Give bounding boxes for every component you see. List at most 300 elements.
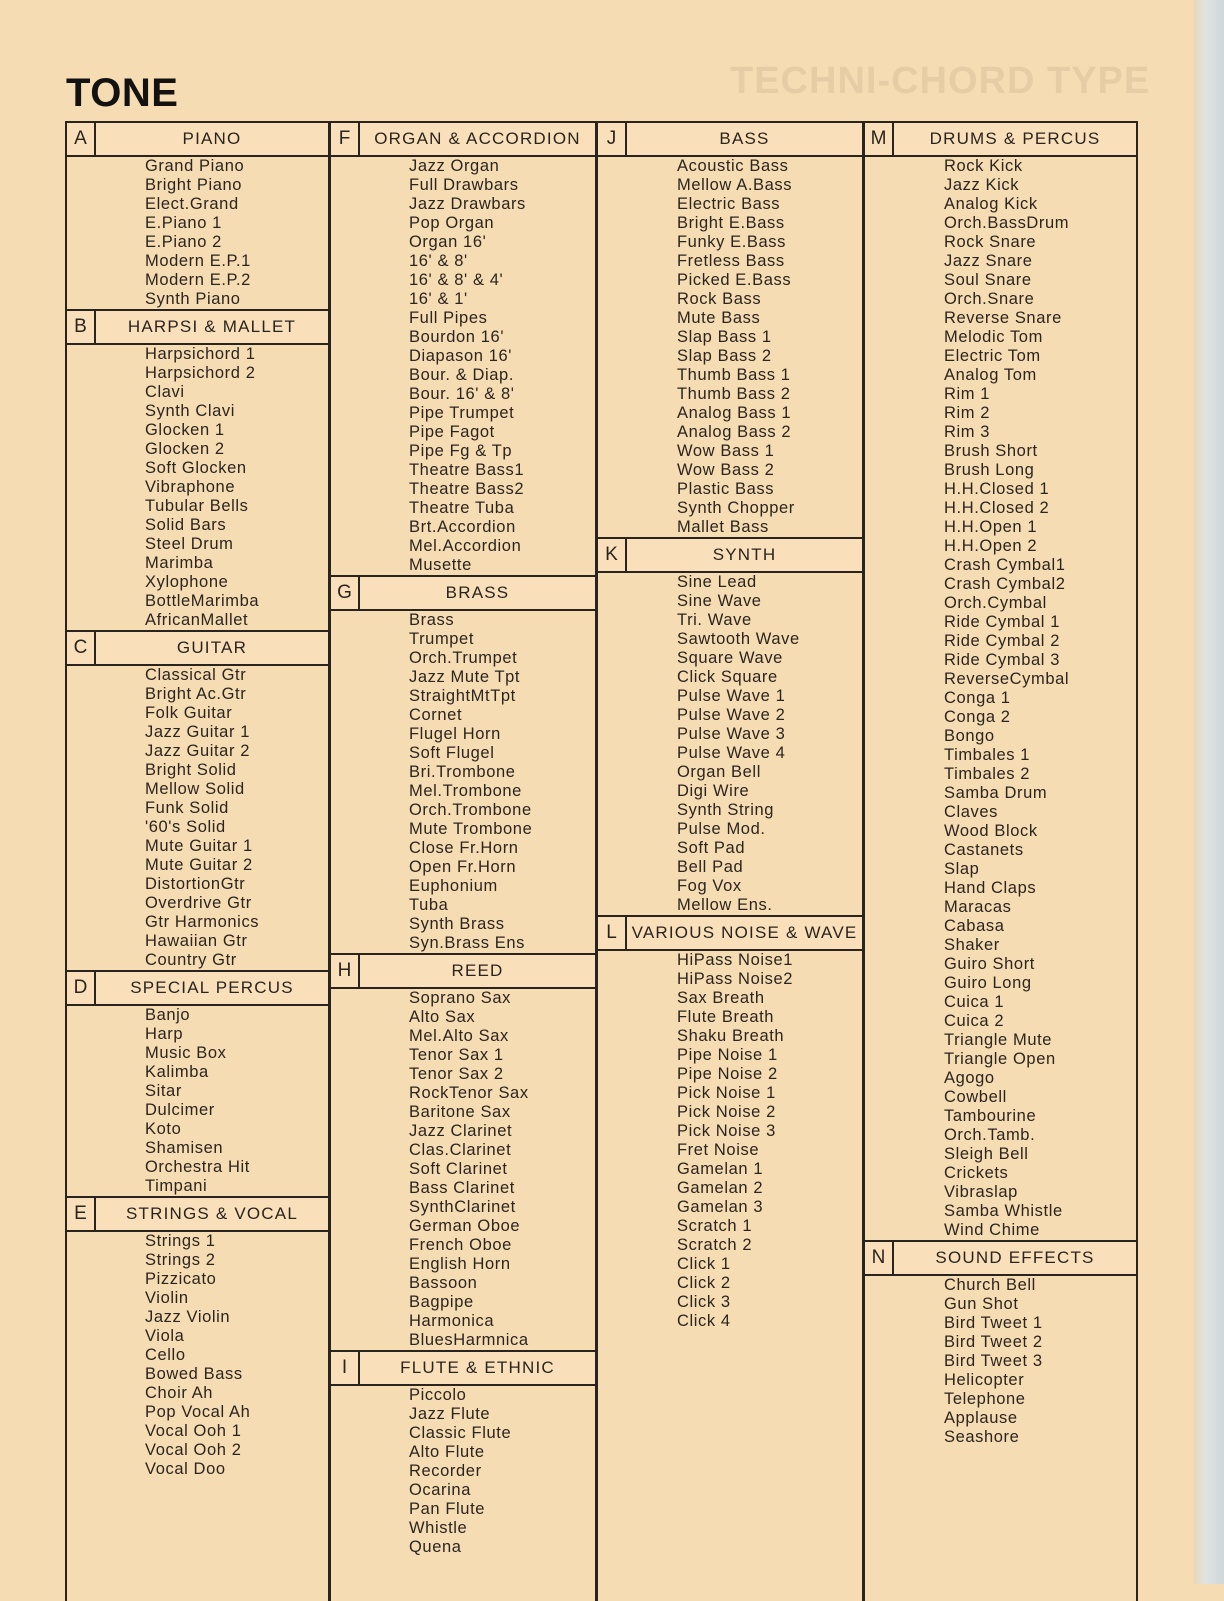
tone-item: Mellow A.Bass [677, 176, 793, 194]
tone-item: Ride Cymbal 2 [944, 632, 1061, 650]
tone-item: Flugel Horn [409, 725, 501, 743]
tone-item: Trumpet [409, 630, 475, 648]
tone-item: Cornet [409, 706, 463, 724]
tone-list [865, 157, 1136, 1240]
category-header [67, 1196, 328, 1232]
tone-item: Choir Ah [145, 1384, 214, 1402]
tone-item: Violin [145, 1289, 189, 1307]
category-harpsi-mallet [67, 309, 328, 630]
tone-column [863, 121, 1138, 1601]
tone-item: 16' & 1' [409, 290, 468, 308]
category-letter: I [331, 1352, 360, 1384]
category-name: BRASS [445, 583, 510, 602]
tone-item: H.H.Open 2 [944, 537, 1038, 555]
tone-item: Crickets [944, 1164, 1009, 1182]
page-edge [1194, 0, 1224, 1584]
tone-item: Orch.Trumpet [409, 649, 518, 667]
tone-item: Guiro Short [944, 955, 1035, 973]
tone-item: Mel.Accordion [409, 537, 522, 555]
tone-item: Analog Kick [944, 195, 1038, 213]
tone-list [331, 611, 595, 953]
category-flute-ethnic [331, 1350, 595, 1557]
tone-item: Vocal Doo [145, 1460, 226, 1478]
tone-item: Bour. 16' & 8' [409, 385, 515, 403]
tone-item: Bell Pad [677, 858, 744, 876]
tone-item: Harpsichord 1 [145, 345, 256, 363]
tone-item: Bright E.Bass [677, 214, 785, 232]
tone-item: Sleigh Bell [944, 1145, 1029, 1163]
tone-item: Jazz Snare [944, 252, 1033, 270]
tone-item: Clas.Clarinet [409, 1141, 512, 1159]
tone-item: Vocal Ooh 2 [145, 1441, 242, 1459]
category-header [598, 537, 862, 573]
tone-item: Grand Piano [145, 157, 245, 175]
tone-item: Electric Tom [944, 347, 1041, 365]
tone-item: Timbales 2 [944, 765, 1031, 783]
tone-item: Banjo [145, 1006, 191, 1024]
tone-item: Ocarina [409, 1481, 471, 1499]
tone-item: Synth Piano [145, 290, 241, 308]
tone-item: Theatre Bass1 [409, 461, 525, 479]
tone-item: AfricanMallet [145, 611, 249, 629]
tone-item: Analog Tom [944, 366, 1037, 384]
tone-item: Mellow Ens. [677, 896, 773, 914]
tone-item: Seashore [944, 1428, 1020, 1446]
tone-list [67, 666, 328, 970]
tone-item: English Horn [409, 1255, 511, 1273]
tone-item: Koto [145, 1120, 182, 1138]
tone-item: Shamisen [145, 1139, 224, 1157]
category-various-noise-wave [598, 915, 862, 1331]
tone-item: Hawaiian Gtr [145, 932, 248, 950]
tone-item: Pick Noise 1 [677, 1084, 776, 1102]
tone-item: Picked E.Bass [677, 271, 792, 289]
tone-item: Pipe Trumpet [409, 404, 515, 422]
category-header [67, 309, 328, 345]
tone-item: Bright Ac.Gtr [145, 685, 247, 703]
bleed-through-text: TECHNI-CHORD TYPE [730, 60, 1151, 102]
tone-item: Samba Whistle [944, 1202, 1063, 1220]
tone-item: Pipe Noise 2 [677, 1065, 778, 1083]
tone-item: Quena [409, 1538, 462, 1556]
tone-item: Tri. Wave [677, 611, 752, 629]
tone-column [596, 121, 864, 1601]
tone-item: BottleMarimba [145, 592, 260, 610]
tone-item: Digi Wire [677, 782, 750, 800]
tone-item: Jazz Violin [145, 1308, 231, 1326]
tone-item: Brush Long [944, 461, 1035, 479]
category-bass [598, 121, 862, 537]
tone-item: Orch.Cymbal [944, 594, 1047, 612]
tone-item: StraightMtTpt [409, 687, 516, 705]
category-name: DRUMS & PERCUS [929, 129, 1101, 148]
tone-item: Sine Wave [677, 592, 762, 610]
tone-item: Synth Brass [409, 915, 505, 933]
category-guitar [67, 630, 328, 970]
category-piano [67, 121, 328, 309]
tone-item: Soft Flugel [409, 744, 495, 762]
category-letter: N [865, 1242, 894, 1274]
tone-item: Classic Flute [409, 1424, 512, 1442]
tone-item: Close Fr.Horn [409, 839, 519, 857]
category-letter: H [331, 955, 360, 987]
tone-item: Crash Cymbal1 [944, 556, 1066, 574]
tone-item: German Oboe [409, 1217, 521, 1235]
tone-item: Folk Guitar [145, 704, 233, 722]
tone-item: Gun Shot [944, 1295, 1019, 1313]
tone-item: Theatre Tuba [409, 499, 515, 517]
tone-item: Bright Solid [145, 761, 237, 779]
tone-item: Bird Tweet 2 [944, 1333, 1043, 1351]
tone-item: Tambourine [944, 1107, 1037, 1125]
tone-item: HiPass Noise1 [677, 951, 794, 969]
tone-item: Organ Bell [677, 763, 761, 781]
tone-item: Reverse Snare [944, 309, 1062, 327]
category-letter: F [331, 123, 360, 155]
tone-item: Mel.Trombone [409, 782, 522, 800]
category-name: SOUND EFFECTS [935, 1248, 1095, 1267]
tone-item: Castanets [944, 841, 1024, 859]
tone-item: Sax Breath [677, 989, 765, 1007]
tone-item: Melodic Tom [944, 328, 1043, 346]
category-letter: K [598, 539, 627, 571]
tone-item: Open Fr.Horn [409, 858, 517, 876]
tone-item: Diapason 16' [409, 347, 513, 365]
category-header [67, 970, 328, 1006]
tone-item: Pick Noise 3 [677, 1122, 776, 1140]
category-header [598, 915, 862, 951]
category-sound-effects [865, 1240, 1136, 1447]
tone-item: Pick Noise 2 [677, 1103, 776, 1121]
tone-item: Mellow Solid [145, 780, 245, 798]
tone-item: Bongo [944, 727, 995, 745]
tone-item: Soft Pad [677, 839, 746, 857]
tone-list [598, 573, 862, 915]
tone-item: DistortionGtr [145, 875, 246, 893]
tone-list [67, 157, 328, 309]
tone-item: Triangle Mute [944, 1031, 1053, 1049]
tone-list [331, 157, 595, 575]
tone-item: Brt.Accordion [409, 518, 516, 536]
tone-list [67, 1006, 328, 1196]
tone-item: Click 2 [677, 1274, 731, 1292]
tone-item: Synth String [677, 801, 775, 819]
tone-item: E.Piano 1 [145, 214, 222, 232]
tone-item: Sine Lead [677, 573, 757, 591]
category-header [865, 121, 1136, 157]
category-letter: L [598, 917, 627, 949]
category-letter: M [865, 123, 894, 155]
tone-item: Bour. & Diap. [409, 366, 515, 384]
tone-item: Pipe Fagot [409, 423, 495, 441]
tone-item: Jazz Guitar 1 [145, 723, 251, 741]
tone-item: Cabasa [944, 917, 1005, 935]
tone-item: Rock Kick [944, 157, 1023, 175]
tone-item: 16' & 8' [409, 252, 468, 270]
tone-item: Wow Bass 2 [677, 461, 775, 479]
tone-item: Jazz Clarinet [409, 1122, 513, 1140]
tone-item: Analog Bass 1 [677, 404, 792, 422]
tone-item: Claves [944, 803, 999, 821]
category-header [331, 121, 595, 157]
tone-item: Overdrive Gtr [145, 894, 252, 912]
category-name: FLUTE & ETHNIC [400, 1358, 555, 1377]
tone-item: Clavi [145, 383, 185, 401]
category-special-percus [67, 970, 328, 1196]
tone-item: Cowbell [944, 1088, 1007, 1106]
tone-item: Scratch 1 [677, 1217, 753, 1235]
page-title: TONE [66, 71, 179, 115]
tone-item: Vibraslap [944, 1183, 1018, 1201]
tone-item: Music Box [145, 1044, 227, 1062]
tone-item: Strings 1 [145, 1232, 216, 1250]
tone-item: Hand Claps [944, 879, 1037, 897]
tone-item: Rim 1 [944, 385, 991, 403]
tone-item: BluesHarmnica [409, 1331, 529, 1349]
category-organ-accordion [331, 121, 595, 575]
tone-item: Jazz Guitar 2 [145, 742, 251, 760]
category-name: HARPSI & MALLET [127, 317, 297, 336]
tone-item: Bass Clarinet [409, 1179, 515, 1197]
tone-list [331, 1386, 595, 1557]
tone-item: Thumb Bass 1 [677, 366, 791, 384]
category-header [598, 121, 862, 157]
tone-item: Syn.Brass Ens [409, 934, 526, 952]
tone-item: Rock Bass [677, 290, 762, 308]
tone-item: Electric Bass [677, 195, 781, 213]
tone-item: Jazz Drawbars [409, 195, 526, 213]
tone-item: Cello [145, 1346, 186, 1364]
tone-item: Crash Cymbal2 [944, 575, 1066, 593]
tone-item: Modern E.P.2 [145, 271, 251, 289]
category-letter: A [67, 123, 96, 155]
category-name: REED [451, 961, 504, 980]
tone-item: Orch.Tamb. [944, 1126, 1036, 1144]
tone-item: Kalimba [145, 1063, 209, 1081]
tone-item: Ride Cymbal 1 [944, 613, 1061, 631]
category-header [865, 1240, 1136, 1276]
category-synth [598, 537, 862, 915]
tone-item: Elect.Grand [145, 195, 239, 213]
tone-item: Bassoon [409, 1274, 478, 1292]
tone-item: Tenor Sax 2 [409, 1065, 504, 1083]
tone-item: Bowed Bass [145, 1365, 243, 1383]
category-name: BASS [719, 129, 770, 148]
tone-item: Click 4 [677, 1312, 731, 1330]
tone-list [865, 1276, 1136, 1447]
tone-item: Acoustic Bass [677, 157, 789, 175]
tone-item: Gamelan 2 [677, 1179, 764, 1197]
tone-item: Viola [145, 1327, 185, 1345]
tone-item: Orch.BassDrum [944, 214, 1070, 232]
tone-item: Tenor Sax 1 [409, 1046, 504, 1064]
tone-item: Modern E.P.1 [145, 252, 251, 270]
tone-item: Wood Block [944, 822, 1038, 840]
tone-item: Baritone Sax [409, 1103, 511, 1121]
tone-item: Pipe Noise 1 [677, 1046, 778, 1064]
category-name: GUITAR [176, 638, 248, 657]
tone-item: French Oboe [409, 1236, 512, 1254]
tone-item: Organ 16' [409, 233, 487, 251]
tone-list [67, 345, 328, 630]
category-header [67, 630, 328, 666]
tone-item: Dulcimer [145, 1101, 215, 1119]
tone-item: Click Square [677, 668, 778, 686]
tone-item: Bourdon 16' [409, 328, 505, 346]
tone-item: Pulse Wave 1 [677, 687, 786, 705]
tone-item: Soul Snare [944, 271, 1032, 289]
tone-item: Ride Cymbal 3 [944, 651, 1061, 669]
tone-item: Theatre Bass2 [409, 480, 525, 498]
category-letter: B [67, 311, 96, 343]
tone-item: Shaker [944, 936, 1000, 954]
tone-item: Tuba [409, 896, 449, 914]
tone-item: Timbales 1 [944, 746, 1031, 764]
tone-item: Rim 3 [944, 423, 991, 441]
tone-item: Mel.Alto Sax [409, 1027, 509, 1045]
tone-item: Mute Trombone [409, 820, 533, 838]
tone-column [65, 121, 330, 1601]
category-header [331, 953, 595, 989]
tone-item: Samba Drum [944, 784, 1048, 802]
tone-item: Harp [145, 1025, 184, 1043]
tone-item: Pop Organ [409, 214, 495, 232]
tone-item: Click 3 [677, 1293, 731, 1311]
category-drums-percus [865, 121, 1136, 1240]
tone-item: Marimba [145, 554, 214, 572]
tone-item: Full Pipes [409, 309, 488, 327]
tone-item: Country Gtr [145, 951, 237, 969]
tone-item: Gamelan 3 [677, 1198, 764, 1216]
tone-item: Pizzicato [145, 1270, 217, 1288]
tone-item: Glocken 2 [145, 440, 225, 458]
tone-item: Brush Short [944, 442, 1038, 460]
tone-item: Classical Gtr [145, 666, 247, 684]
tone-item: E.Piano 2 [145, 233, 222, 251]
tone-item: Funk Solid [145, 799, 229, 817]
category-brass [331, 575, 595, 953]
tone-item: Pulse Wave 4 [677, 744, 786, 762]
tone-item: RockTenor Sax [409, 1084, 529, 1102]
tone-item: Full Drawbars [409, 176, 519, 194]
tone-item: Pulse Wave 2 [677, 706, 786, 724]
tone-item: Bird Tweet 1 [944, 1314, 1043, 1332]
tone-item: Timpani [145, 1177, 208, 1195]
tone-item: Fretless Bass [677, 252, 785, 270]
tone-item: Pulse Wave 3 [677, 725, 786, 743]
category-strings-vocal [67, 1196, 328, 1479]
tone-item: 16' & 8' & 4' [409, 271, 504, 289]
tone-item: H.H.Closed 2 [944, 499, 1050, 517]
tone-item: Mute Guitar 2 [145, 856, 253, 874]
tone-item: Pipe Fg & Tp [409, 442, 513, 460]
tone-item: Brass [409, 611, 455, 629]
tone-item: Jazz Kick [944, 176, 1020, 194]
tone-item: Alto Sax [409, 1008, 476, 1026]
tone-item: Guiro Long [944, 974, 1032, 992]
tone-item: Flute Breath [677, 1008, 775, 1026]
tone-item: Pulse Mod. [677, 820, 766, 838]
tone-item: Wow Bass 1 [677, 442, 775, 460]
tone-item: Fog Vox [677, 877, 742, 895]
category-name: SYNTH [712, 545, 777, 564]
tone-item: Slap Bass 2 [677, 347, 772, 365]
tone-item: Synth Clavi [145, 402, 236, 420]
category-letter: J [598, 123, 627, 155]
tone-item: Strings 2 [145, 1251, 216, 1269]
tone-item: Xylophone [145, 573, 229, 591]
tone-item: Click 1 [677, 1255, 731, 1273]
tone-item: Solid Bars [145, 516, 227, 534]
tone-item: Slap [944, 860, 980, 878]
category-reed [331, 953, 595, 1350]
tone-list [331, 989, 595, 1350]
tone-item: Mallet Bass [677, 518, 769, 536]
tone-list [598, 951, 862, 1331]
tone-item: Wind Chime [944, 1221, 1040, 1239]
tone-item: HiPass Noise2 [677, 970, 794, 988]
tone-item: Tubular Bells [145, 497, 249, 515]
tone-item: Euphonium [409, 877, 498, 895]
tone-item: Jazz Mute Tpt [409, 668, 521, 686]
category-header [331, 575, 595, 611]
tone-item: Analog Bass 2 [677, 423, 792, 441]
tone-item: Sitar [145, 1082, 182, 1100]
tone-item: Square Wave [677, 649, 783, 667]
tone-item: H.H.Closed 1 [944, 480, 1050, 498]
tone-item: Harmonica [409, 1312, 495, 1330]
tone-item: Rim 2 [944, 404, 991, 422]
tone-item: Harpsichord 2 [145, 364, 256, 382]
tone-item: '60's Solid [145, 818, 226, 836]
tone-item: ReverseCymbal [944, 670, 1070, 688]
tone-list [598, 157, 862, 537]
tone-item: Steel Drum [145, 535, 234, 553]
category-name: STRINGS & VOCAL [126, 1204, 298, 1223]
tone-item: Triangle Open [944, 1050, 1056, 1068]
tone-item: Bird Tweet 3 [944, 1352, 1043, 1370]
tone-list [67, 1232, 328, 1479]
tone-item: Jazz Organ [409, 157, 500, 175]
tone-item: Vibraphone [145, 478, 236, 496]
tone-item: Scratch 2 [677, 1236, 753, 1254]
tone-item: Applause [944, 1409, 1018, 1427]
tone-item: Bagpipe [409, 1293, 474, 1311]
tone-item: Piccolo [409, 1386, 467, 1404]
tone-column [329, 121, 597, 1601]
tone-item: Agogo [944, 1069, 995, 1087]
tone-item: Orchestra Hit [145, 1158, 250, 1176]
category-name: SPECIAL PERCUS [130, 978, 294, 997]
tone-item: Plastic Bass [677, 480, 775, 498]
category-name: ORGAN & ACCORDION [374, 129, 581, 148]
category-name: VARIOUS NOISE & WAVE [631, 923, 858, 942]
tone-item: Bright Piano [145, 176, 243, 194]
category-letter: G [331, 577, 360, 609]
tone-item: Jazz Flute [409, 1405, 491, 1423]
category-header [331, 1350, 595, 1386]
tone-item: Church Bell [944, 1276, 1036, 1294]
category-letter: E [67, 1198, 96, 1230]
tone-item: Soft Clarinet [409, 1160, 508, 1178]
category-letter: C [67, 632, 96, 664]
tone-item: Cuica 1 [944, 993, 1005, 1011]
tone-item: Conga 1 [944, 689, 1011, 707]
tone-item: Fret Noise [677, 1141, 760, 1159]
tone-item: Orch.Trombone [409, 801, 532, 819]
tone-item: Whistle [409, 1519, 468, 1537]
tone-item: Vocal Ooh 1 [145, 1422, 242, 1440]
